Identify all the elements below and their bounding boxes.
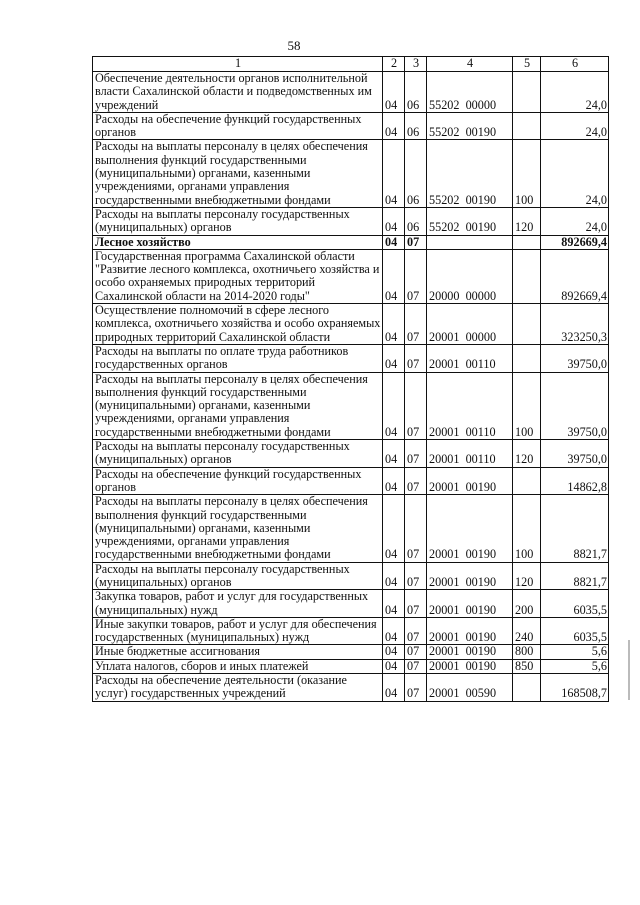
row-amount: 24,0 (541, 207, 609, 235)
row-amount: 5,6 (541, 645, 609, 659)
table-row (93, 207, 609, 235)
row-section: 04 (383, 344, 405, 372)
table-row (93, 112, 609, 140)
row-subsection: 07 (405, 590, 427, 618)
row-name: Расходы на выплаты персоналу в целях обеспечения выполнения функций государственными (муниципальными) органами, казенными учреждениями, органами управления государственными внебюджетными фондами (93, 372, 383, 439)
header-col-5: 5 (513, 57, 541, 72)
row-expense-type: 850 (513, 659, 541, 673)
row-name: Расходы на обеспечение деятельности (оказание услуг) государственных учреждений (93, 674, 383, 702)
table-row (93, 372, 609, 439)
row-expense-type: 120 (513, 440, 541, 468)
row-name: Расходы на выплаты персоналу государственных (муниципальных) органов (93, 562, 383, 590)
row-subsection: 07 (405, 562, 427, 590)
row-expense-type (513, 112, 541, 140)
row-target-article: 20001 00190 (427, 645, 513, 659)
table-row (93, 659, 609, 673)
row-name: Обеспечение деятельности органов исполнительной власти Сахалинской области и подведомственных им учреждений (93, 72, 383, 113)
table-row (93, 617, 609, 645)
row-amount: 39750,0 (541, 440, 609, 468)
row-name: Закупка товаров, работ и услуг для государственных (муниципальных) нужд (93, 590, 383, 618)
row-subsection: 07 (405, 304, 427, 345)
row-expense-type (513, 249, 541, 303)
row-name: Расходы на обеспечение функций государственных органов (93, 112, 383, 140)
row-name: Уплата налогов, сборов и иных платежей (93, 659, 383, 673)
row-amount: 892669,4 (541, 249, 609, 303)
row-target-article: 20001 00590 (427, 674, 513, 702)
row-expense-type: 120 (513, 562, 541, 590)
row-name: Иные закупки товаров, работ и услуг для обеспечения государственных (муниципальных) нужд (93, 617, 383, 645)
header-col-1: 1 (93, 57, 383, 72)
row-amount: 24,0 (541, 140, 609, 207)
row-target-article: 20001 00190 (427, 590, 513, 618)
row-target-article: 20000 00000 (427, 249, 513, 303)
row-subsection: 07 (405, 467, 427, 495)
table-row (93, 304, 609, 345)
row-section: 04 (383, 617, 405, 645)
row-section: 04 (383, 249, 405, 303)
row-expense-type (513, 235, 541, 249)
row-name: Государственная программа Сахалинской области "Развитие лесного комплекса, охотничьего хозяйства и особо охраняемых природных территорий Сахалинской области на 2014-2020 годы" (93, 249, 383, 303)
row-subsection: 07 (405, 344, 427, 372)
row-amount: 39750,0 (541, 372, 609, 439)
row-section: 04 (383, 112, 405, 140)
row-expense-type: 100 (513, 495, 541, 562)
table-row (93, 590, 609, 618)
row-expense-type: 100 (513, 372, 541, 439)
row-expense-type: 100 (513, 140, 541, 207)
row-subsection: 07 (405, 235, 427, 249)
row-name: Расходы на выплаты персоналу государственных (муниципальных) органов (93, 207, 383, 235)
row-target-article: 20001 00110 (427, 372, 513, 439)
row-section: 04 (383, 467, 405, 495)
header-col-6: 6 (541, 57, 609, 72)
table-row (93, 495, 609, 562)
row-section: 04 (383, 140, 405, 207)
budget-table (92, 56, 609, 702)
row-section: 04 (383, 659, 405, 673)
row-section: 04 (383, 304, 405, 345)
table-row (93, 344, 609, 372)
row-subsection: 06 (405, 72, 427, 113)
row-subsection: 06 (405, 140, 427, 207)
row-target-article: 55202 00190 (427, 207, 513, 235)
header-col-3: 3 (405, 57, 427, 72)
header-col-4: 4 (427, 57, 513, 72)
row-expense-type (513, 344, 541, 372)
row-target-article: 20001 00110 (427, 344, 513, 372)
row-amount: 6035,5 (541, 590, 609, 618)
row-amount: 24,0 (541, 112, 609, 140)
row-expense-type (513, 674, 541, 702)
row-subsection: 07 (405, 645, 427, 659)
scan-edge-mark (628, 640, 630, 700)
row-name: Расходы на выплаты персоналу государственных (муниципальных) органов (93, 440, 383, 468)
table-row (93, 140, 609, 207)
row-amount: 892669,4 (541, 235, 609, 249)
table-row (93, 467, 609, 495)
row-subsection: 07 (405, 372, 427, 439)
row-name: Расходы на выплаты по оплате труда работников государственных органов (93, 344, 383, 372)
table-row (93, 562, 609, 590)
row-expense-type: 120 (513, 207, 541, 235)
table-row (93, 249, 609, 303)
row-section: 04 (383, 590, 405, 618)
row-amount: 323250,3 (541, 304, 609, 345)
row-target-article: 20001 00190 (427, 659, 513, 673)
row-section: 04 (383, 440, 405, 468)
row-expense-type: 800 (513, 645, 541, 659)
row-subsection: 07 (405, 495, 427, 562)
header-row (93, 57, 609, 72)
row-expense-type: 200 (513, 590, 541, 618)
row-section: 04 (383, 495, 405, 562)
row-amount: 24,0 (541, 72, 609, 113)
row-section: 04 (383, 207, 405, 235)
row-section: 04 (383, 562, 405, 590)
page-number: 58 (287, 38, 301, 53)
row-target-article: 20001 00000 (427, 304, 513, 345)
row-amount: 5,6 (541, 659, 609, 673)
row-name: Осуществление полномочий в сфере лесного комплекса, охотничьего хозяйства и особо охраняемых природных территорий Сахалинской области (93, 304, 383, 345)
row-subsection: 07 (405, 659, 427, 673)
row-name: Лесное хозяйство (93, 235, 383, 249)
row-name: Иные бюджетные ассигнования (93, 645, 383, 659)
row-target-article: 55202 00190 (427, 140, 513, 207)
row-name: Расходы на выплаты персоналу в целях обеспечения выполнения функций государственными (муниципальными) органами, казенными учреждениями, органами управления государственными внебюджетными фондами (93, 140, 383, 207)
row-expense-type (513, 304, 541, 345)
row-name: Расходы на обеспечение функций государственных органов (93, 467, 383, 495)
row-subsection: 06 (405, 207, 427, 235)
row-amount: 14862,8 (541, 467, 609, 495)
row-subsection: 06 (405, 112, 427, 140)
table-row (93, 645, 609, 659)
row-amount: 6035,5 (541, 617, 609, 645)
row-expense-type (513, 72, 541, 113)
row-section: 04 (383, 235, 405, 249)
header-col-2: 2 (383, 57, 405, 72)
row-target-article: 20001 00190 (427, 617, 513, 645)
row-subsection: 07 (405, 440, 427, 468)
row-section: 04 (383, 72, 405, 113)
row-section: 04 (383, 645, 405, 659)
row-section: 04 (383, 372, 405, 439)
row-amount: 8821,7 (541, 562, 609, 590)
row-subsection: 07 (405, 674, 427, 702)
table-row (93, 235, 609, 249)
row-target-article: 20001 00110 (427, 440, 513, 468)
table-body (93, 72, 609, 702)
row-amount: 168508,7 (541, 674, 609, 702)
table-row (93, 674, 609, 702)
row-target-article: 55202 00000 (427, 72, 513, 113)
row-target-article: 20001 00190 (427, 495, 513, 562)
row-name: Расходы на выплаты персоналу в целях обеспечения выполнения функций государственными (муниципальными) органами, казенными учреждениями, органами управления государственными внебюджетными фондами (93, 495, 383, 562)
row-target-article: 20001 00190 (427, 562, 513, 590)
row-subsection: 07 (405, 617, 427, 645)
row-target-article (427, 235, 513, 249)
row-subsection: 07 (405, 249, 427, 303)
table-row (93, 72, 609, 113)
row-expense-type: 240 (513, 617, 541, 645)
row-amount: 8821,7 (541, 495, 609, 562)
row-target-article: 20001 00190 (427, 467, 513, 495)
row-expense-type (513, 467, 541, 495)
row-section: 04 (383, 674, 405, 702)
row-amount: 39750,0 (541, 344, 609, 372)
row-target-article: 55202 00190 (427, 112, 513, 140)
table-row (93, 440, 609, 468)
